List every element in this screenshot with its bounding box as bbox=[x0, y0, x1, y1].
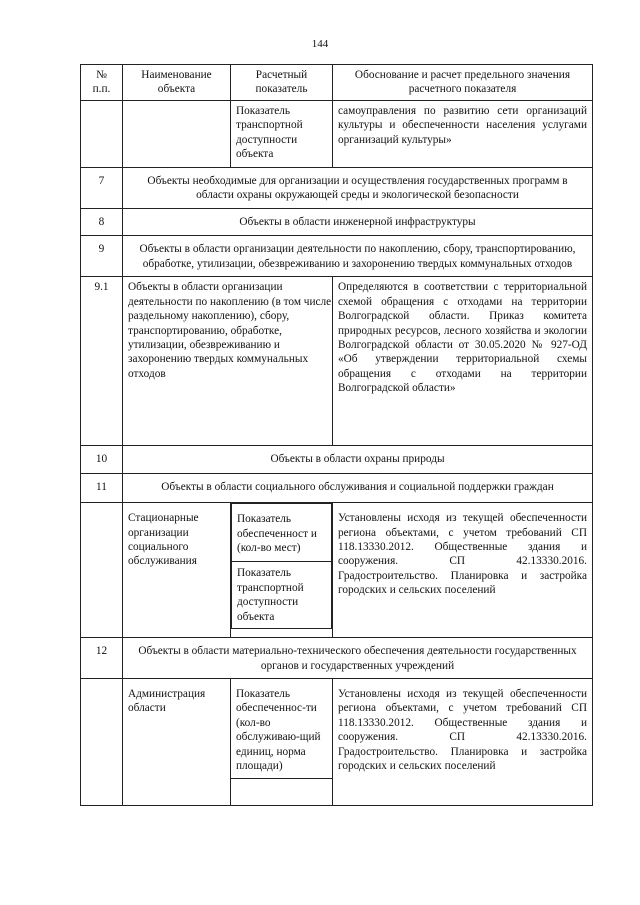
table-row-11-a bbox=[81, 503, 593, 638]
header-basis: Обоснование и расчет предельного значения расчетного показателя bbox=[333, 65, 593, 101]
cell-basis: Установлены исходя из текущей обеспеченности региона объектами, с учетом требований СП 118.13330.2012. Общественные здания и сооружения. СП 42.13330.2016. Градостроительство. Планировка и застройка городских и сельских поселений bbox=[333, 503, 593, 638]
cell-name: Стационарные организации социального обслуживания bbox=[123, 503, 231, 638]
header-name: Наименование объекта bbox=[123, 65, 231, 101]
table-row-7 bbox=[81, 167, 593, 208]
table-row-9-1 bbox=[81, 277, 593, 446]
row-number: 8 bbox=[81, 208, 123, 235]
cell-name bbox=[123, 277, 333, 446]
row-number: 11 bbox=[81, 473, 123, 502]
table-row-11 bbox=[81, 473, 593, 502]
cell-indicator-group bbox=[231, 503, 333, 638]
cell-name: Администрация области bbox=[123, 678, 231, 805]
cell-indicator: Показатель обеспеченност и (кол-во мест) bbox=[232, 504, 332, 562]
page-number: 144 bbox=[311, 38, 329, 50]
table-row-8 bbox=[81, 208, 593, 235]
row-number: 12 bbox=[81, 638, 123, 679]
cell-indicator: Показатель транспортной доступности объекта bbox=[232, 562, 332, 629]
cell-indicator: Показатель обеспеченнос-ти (кол-во обслуживаю-щий единиц, норма площади) bbox=[231, 679, 332, 779]
header-num: № п.п. bbox=[81, 65, 123, 101]
table-row-12 bbox=[81, 638, 593, 679]
cell-basis: самоуправления по развитию сети организаций культуры и обеспеченности населения услугами организаций культуры» bbox=[333, 100, 593, 167]
section-title: Объекты в области организации деятельности по накоплению, сбору, транспортированию, обработке, утилизации, обезвреживанию и захоронению твердых коммунальных отходов bbox=[123, 236, 593, 277]
cell-indicator-group bbox=[231, 678, 333, 805]
table-row-12-a bbox=[81, 678, 593, 805]
table-row-10 bbox=[81, 446, 593, 473]
table-header-row bbox=[81, 65, 593, 101]
section-title: Объекты в области охраны природы bbox=[123, 446, 593, 473]
row-number: 7 bbox=[81, 167, 123, 208]
row-number: 10 bbox=[81, 446, 123, 473]
cell-indicator: Показатель транспортной доступности объекта bbox=[231, 100, 333, 167]
cell-basis: Установлены исходя из текущей обеспеченности региона объектами, с учетом требований СП 118.13330.2012. Общественные здания и сооружения. СП 42.13330.2016. Градостроительство. Планировка и застройка городских и сельских поселений bbox=[333, 678, 593, 805]
header-indicator: Расчетный показатель bbox=[231, 65, 333, 101]
section-title: Объекты в области социального обслуживания и социальной поддержки граждан bbox=[123, 473, 593, 502]
section-title: Объекты в области инженерной инфраструктуры bbox=[123, 208, 593, 235]
table-row-continued bbox=[81, 100, 593, 167]
cell-name-text: Объекты в области организации деятельности по накоплению (в том числе раздельному накоплению), сбору, транспортированию, обработке, утилизации, обезвреживанию и захоронению твердых коммунальных отходов bbox=[128, 281, 332, 380]
row-number: 9.1 bbox=[81, 277, 123, 446]
section-title: Объекты необходимые для организации и осуществления государственных программ в области охраны окружающей среды и экологической безопасности bbox=[123, 167, 593, 208]
section-title: Объекты в области материально-технического обеспечения деятельности государственных органов и государственных учреждений bbox=[123, 638, 593, 679]
cell-basis: Определяются в соответствии с территориальной схемой обращения с отходами на территории Волгоградской области. Приказ комитета природных ресурсов, лесного хозяйства и экологии Волгоградской области от 30.05.2020 № 927-ОД «Об утверждении территориальной схемы обращения с отходами на территории Волгоградской области» bbox=[333, 277, 593, 446]
table-row-9 bbox=[81, 236, 593, 277]
document-table bbox=[80, 64, 593, 806]
row-number: 9 bbox=[81, 236, 123, 277]
